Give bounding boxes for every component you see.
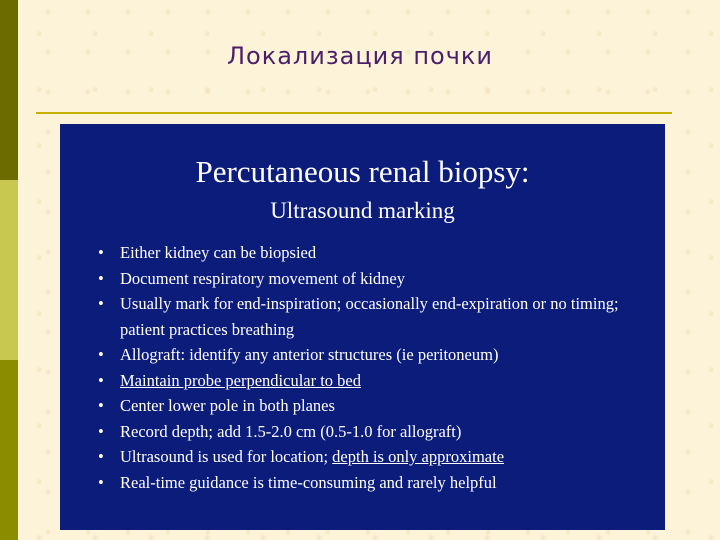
bullet-text: Document respiratory movement of kidney <box>120 268 406 288</box>
bullet-item <box>98 266 658 292</box>
bullet-dot: • <box>98 421 104 441</box>
left-accent-stripe-bottom <box>0 360 18 540</box>
bullet-text: Ultrasound is used for location; <box>120 447 333 466</box>
bullet-text: Usually mark for end-inspiration; occasionally end-expiration or no timing; patient practices breathing <box>120 294 619 339</box>
left-accent-stripe-top <box>0 0 18 180</box>
bullet-dot: • <box>98 447 104 466</box>
bullet-item <box>98 291 658 342</box>
bullet-item <box>98 368 658 394</box>
bullet-dot: • <box>98 243 104 262</box>
bullet-item <box>98 342 658 368</box>
bullet-dot: • <box>98 370 104 390</box>
bullet-text-underlined: depth is only approximate <box>332 447 505 466</box>
bullet-item <box>98 419 658 445</box>
slide-subheading: Ultrasound marking <box>270 198 455 223</box>
bullet-dot: • <box>98 472 104 492</box>
slide-image-panel <box>60 124 665 530</box>
bullet-text: Center lower pole in both planes <box>120 396 335 415</box>
bullet-dot: • <box>98 268 104 288</box>
slide-heading: Percutaneous renal biopsy: <box>195 154 530 189</box>
bullet-text: Allograft: identify any anterior structures (ie peritoneum) <box>120 345 499 364</box>
bullet-item <box>98 444 658 470</box>
bullet-text: Real-time guidance is time-consuming and rarely helpful <box>120 472 497 492</box>
bullet-dot: • <box>98 294 104 313</box>
bullet-list <box>98 240 658 495</box>
title-divider <box>36 112 672 114</box>
bullet-item <box>98 393 658 419</box>
bullet-text: Either kidney can be biopsied <box>120 243 317 262</box>
bullet-item <box>98 240 658 266</box>
bullet-dot: • <box>98 396 104 415</box>
bullet-dot: • <box>98 345 104 364</box>
left-accent-stripe-middle <box>0 180 18 360</box>
bullet-text-underlined: Maintain probe perpendicular to bed <box>120 370 361 390</box>
page-title: Локализация почки <box>227 42 493 70</box>
bullet-text: Record depth; add 1.5-2.0 cm (0.5-1.0 for allograft) <box>120 421 462 441</box>
bullet-item <box>98 470 658 496</box>
